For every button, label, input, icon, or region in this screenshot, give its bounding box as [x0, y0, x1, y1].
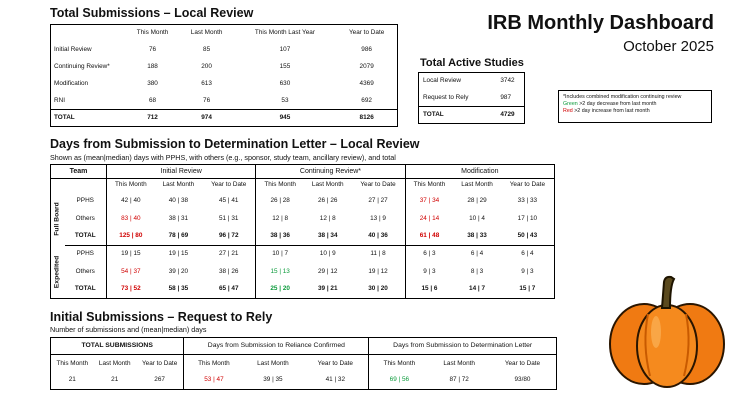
green-label: Green [563, 101, 578, 108]
table-cell: 17 | 10 [517, 214, 538, 222]
red-description: >2 day increase from last month [572, 108, 650, 115]
table-cell: 76 [148, 45, 157, 53]
total-row [51, 110, 398, 127]
green-description: >2 day decrease from last month [577, 101, 657, 108]
column-header: Year to Date [211, 181, 247, 189]
table-cell: 10 | 7 [256, 245, 304, 263]
row-label: Initial Review [54, 45, 92, 53]
column-header: Last Month [162, 181, 195, 189]
group-header-row [51, 165, 555, 179]
table-cell: 6 | 4 [470, 250, 484, 258]
table-cell: 380 [147, 79, 158, 87]
table-cell: 65 | 47 [218, 285, 239, 293]
row-label: Local Review [423, 77, 462, 85]
table-cell: 3742 [500, 77, 515, 85]
table-cell: 19 | 15 [107, 245, 155, 263]
table-cell: 93/80 [514, 376, 531, 384]
table-cell: 39 | 20 [168, 267, 189, 275]
row-label: Modification [54, 79, 89, 87]
team-header: Team [51, 165, 107, 179]
table-cell: 15 | 13 [256, 263, 304, 281]
table-cell: 85 [203, 45, 211, 53]
total-row [51, 281, 555, 299]
group-header: Initial Review [107, 165, 256, 179]
table-cell: 53 | 47 [184, 372, 244, 389]
determination-title: Days from Submission to Determination Letter – Local Review [50, 137, 420, 151]
table-cell: 12 | 8 [319, 214, 336, 222]
table-cell: 267 [154, 376, 165, 384]
table-cell: 15 | 7 [519, 285, 536, 293]
table-cell: 24 | 14 [405, 210, 453, 228]
note-line [563, 108, 707, 115]
rely-title: Initial Submissions – Request to Rely [50, 310, 273, 324]
table-cell: 33 | 33 [517, 197, 538, 204]
table-cell: 37 | 34 [405, 192, 453, 210]
group-header: Modification [405, 165, 554, 179]
table-cell: 39 | 21 [317, 285, 338, 293]
subcolumn-header-row [51, 355, 557, 372]
determination-table [50, 164, 555, 299]
column-header: Year to Date [360, 181, 396, 189]
subcolumn-header-row [51, 178, 555, 192]
row-label: TOTAL [51, 110, 126, 127]
table-cell: 8 | 3 [470, 267, 484, 275]
local-review-table [50, 24, 398, 127]
group-header: Days from Submission to Determination Letter [369, 338, 557, 355]
dashboard-title: IRB Monthly Dashboard [487, 12, 714, 34]
column-header: Year to Date [141, 359, 178, 367]
table-header-row [51, 25, 398, 42]
column-header: This Month [369, 355, 430, 372]
table-cell: 6 | 4 [521, 250, 534, 258]
section-label-cell [51, 245, 65, 298]
table-row [51, 59, 398, 76]
table-cell: 21 [68, 376, 76, 384]
table-cell: 107 [279, 45, 291, 53]
table-cell: 83 | 40 [107, 210, 155, 228]
table-row [51, 93, 398, 110]
table-cell: 8126 [336, 110, 397, 127]
table-cell: 61 | 48 [405, 228, 453, 246]
table-cell: 45 | 41 [219, 197, 239, 204]
team-label: TOTAL [65, 281, 107, 299]
table-cell: 21 [111, 376, 119, 384]
table-cell: 39 | 35 [263, 376, 283, 384]
table-cell: 78 | 69 [155, 228, 202, 246]
table-cell: 12 | 8 [256, 210, 304, 228]
column-header: This Month [136, 29, 169, 37]
column-header: This Month [256, 178, 304, 192]
column-header: This Month [184, 355, 244, 372]
table-cell: 188 [147, 62, 158, 70]
table-cell: 15 | 6 [405, 281, 453, 299]
group-header: Days from Submission to Reliance Confirmed [184, 338, 369, 355]
column-header: Year to Date [348, 29, 385, 37]
table-row [51, 245, 555, 263]
table-row [419, 90, 525, 107]
table-row [51, 192, 555, 210]
table-cell: 200 [201, 62, 212, 70]
table-cell: 2079 [359, 62, 374, 70]
table-cell: 87 | 72 [449, 376, 469, 384]
group-header: Continuing Review* [256, 165, 405, 179]
active-studies-table [418, 72, 525, 124]
column-header: This Month [107, 178, 155, 192]
table-cell: 27 | 27 [368, 197, 388, 204]
determination-subtitle: Shown as (mean|median) days with PPHS, with others (e.g., sponsor, study team, ancillary review), and total [50, 153, 396, 162]
team-label: Others [65, 263, 107, 281]
table-cell: 68 [148, 96, 157, 104]
row-label: Request to Rely [423, 93, 469, 101]
column-header: Year to Date [317, 359, 353, 367]
team-label: Others [65, 210, 107, 228]
table-cell: 987 [500, 93, 512, 101]
total-row [51, 228, 555, 246]
table-cell: 38 | 26 [219, 267, 239, 275]
table-cell: 19 | 15 [168, 250, 189, 258]
table-cell: 50 | 43 [501, 228, 555, 246]
note-line: *Includes combined modification continuing review [563, 94, 682, 100]
row-label: Continuing Review* [54, 62, 110, 70]
table-row [51, 263, 555, 281]
active-studies-title: Total Active Studies [420, 57, 524, 69]
note-line [563, 101, 707, 108]
table-cell: 96 | 72 [202, 228, 256, 246]
table-cell: 40 | 38 [168, 197, 189, 204]
rely-subtitle: Number of submissions and (mean|median) days [50, 325, 207, 334]
table-cell: 26 | 26 [318, 197, 338, 204]
table-cell: 25 | 20 [256, 281, 304, 299]
table-cell: 11 | 8 [370, 250, 386, 258]
section-label: Full Board [53, 202, 61, 236]
table-row [51, 76, 398, 93]
column-header: Last Month [98, 359, 131, 367]
table-cell: 6 | 3 [405, 245, 453, 263]
table-cell: 38 | 33 [453, 228, 500, 246]
red-label: Red [563, 108, 573, 115]
table-cell: 38 | 36 [256, 228, 304, 246]
table-cell: 42 | 40 [107, 192, 155, 210]
pumpkin-icon [604, 272, 730, 390]
table-cell: 30 | 20 [368, 285, 388, 293]
table-cell: 29 | 12 [318, 267, 338, 275]
table-cell: 4729 [500, 107, 524, 124]
table-cell: 692 [361, 96, 372, 104]
column-header: Last Month [190, 29, 223, 37]
group-header: TOTAL SUBMISSIONS [51, 338, 184, 355]
column-header: This Month Last Year [254, 29, 315, 37]
table-cell: 28 | 29 [467, 197, 487, 204]
row-label: RNI [54, 96, 66, 104]
table-cell: 14 | 7 [469, 285, 486, 293]
table-cell: 9 | 3 [521, 267, 534, 275]
column-header: Year to Date [509, 181, 546, 189]
table-cell: 125 | 80 [107, 228, 155, 246]
table-cell: 69 | 56 [369, 372, 430, 389]
table-row [51, 210, 555, 228]
group-header-row [51, 338, 557, 355]
table-cell: 41 | 32 [325, 376, 346, 384]
table-cell: 38 | 34 [304, 228, 351, 246]
column-header: Last Month [257, 359, 289, 367]
team-label: TOTAL [65, 228, 107, 246]
table-cell: 945 [234, 110, 337, 127]
row-label: TOTAL [419, 107, 501, 124]
table-cell: 54 | 37 [107, 263, 155, 281]
table-cell: 9 | 3 [405, 263, 453, 281]
table-cell: 630 [279, 79, 291, 87]
table-cell: 38 | 31 [168, 214, 189, 222]
table-cell: 27 | 21 [219, 250, 239, 258]
table-cell: 613 [201, 79, 212, 87]
table-cell: 155 [279, 62, 291, 70]
table-cell: 40 | 36 [351, 228, 405, 246]
table-cell: 19 | 12 [368, 267, 388, 275]
column-header: Last Month [461, 181, 493, 189]
table-cell: 712 [126, 110, 180, 127]
table-cell: 974 [180, 110, 234, 127]
table-cell: 73 | 52 [107, 281, 155, 299]
rely-table [50, 337, 557, 390]
table-row [51, 372, 557, 389]
column-header: This Month [405, 178, 453, 192]
table-cell: 13 | 9 [370, 214, 386, 222]
table-cell: 58 | 35 [168, 285, 189, 293]
table-cell: 26 | 28 [256, 192, 304, 210]
table-cell: 10 | 9 [319, 250, 336, 258]
column-header: Last Month [311, 181, 344, 189]
table-cell: 4369 [359, 79, 374, 87]
team-label: PPHS [65, 192, 107, 210]
total-row [419, 107, 525, 124]
table-cell: 53 [281, 96, 289, 104]
table-cell: 51 | 31 [219, 214, 239, 222]
column-header: Year to Date [504, 359, 541, 367]
dashboard-month: October 2025 [623, 38, 714, 55]
section-label: Expedited [53, 255, 61, 288]
column-header: Last Month [443, 359, 475, 367]
team-label: PPHS [65, 245, 107, 263]
section-label-cell [51, 192, 65, 245]
color-legend-note [558, 90, 712, 123]
table-row [51, 42, 398, 59]
table-cell: 76 [203, 96, 211, 104]
determination-body [51, 192, 555, 298]
table-cell: 10 | 4 [469, 214, 485, 222]
local-review-title: Total Submissions – Local Review [50, 6, 254, 20]
column-header: This Month [56, 359, 89, 367]
table-row [419, 73, 525, 90]
table-cell: 986 [361, 45, 372, 53]
